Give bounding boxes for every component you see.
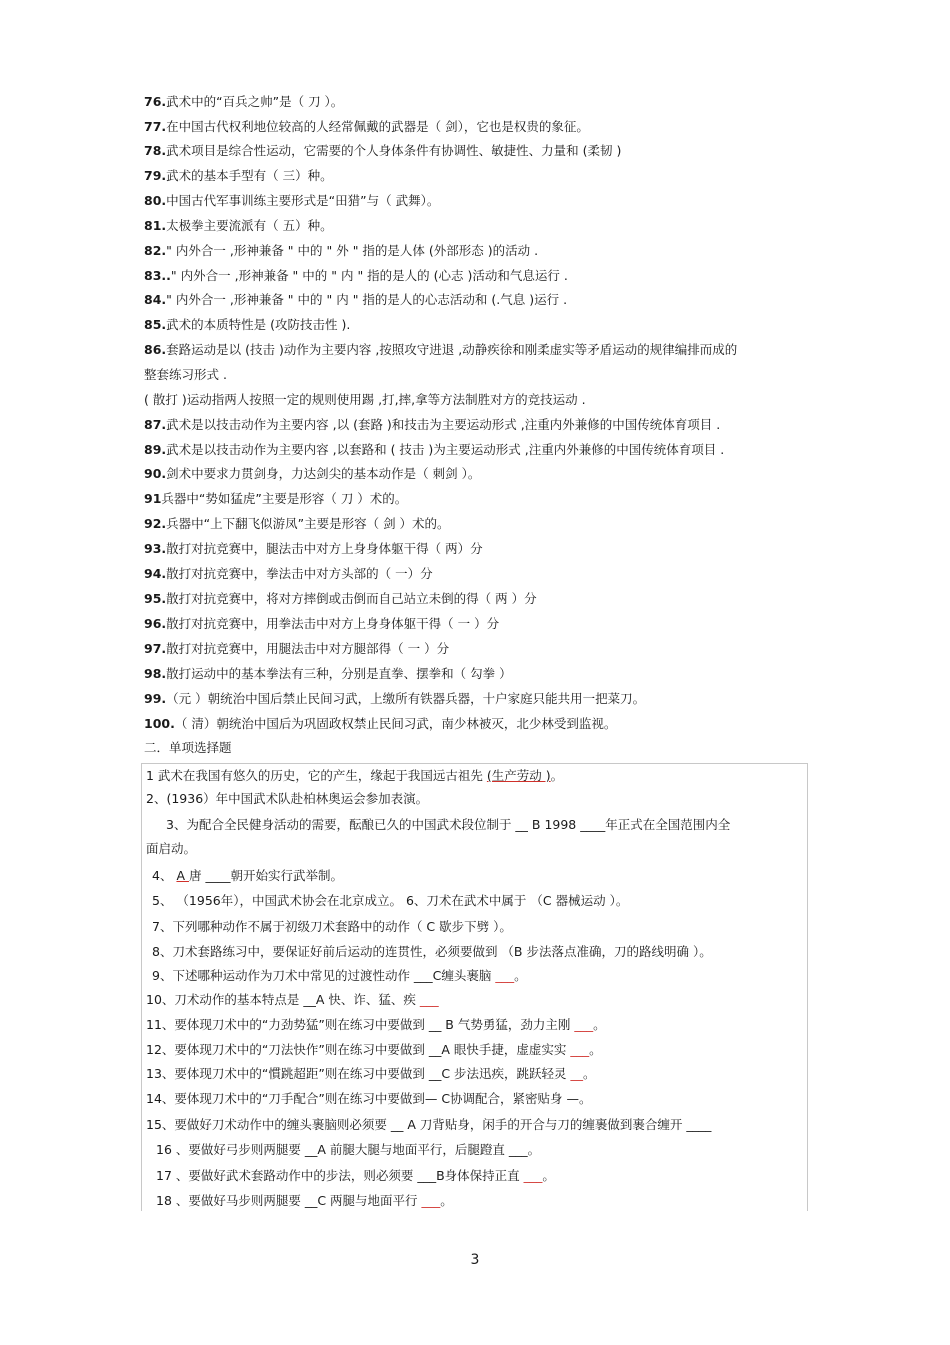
choice-q2: 2、(1936）年中国武术队赴柏林奥运会参加表演。 [146,791,429,806]
item-86: 86.套路运动是以 (技击 )动作为主要内容 ,按照攻守进退 ,动静疾徐和刚柔虚实等矛盾运动的规律编排而成的 [144,342,738,357]
section-title: 二．单项选择题 [144,740,232,755]
choice-q4: 4、 A 唐 ____朝开始实行武举制。 [152,868,343,883]
choice-q13: 13、要体现刀术中的“慣跳超距”则在练习中要做到 __C 步法迅疾，跳跃轻灵 __。 [146,1066,596,1081]
choice-q16: 16 、要做好弓步则两腿要 __A 前腿大腿与地面平行，后腿蹬直 ___。 [156,1142,541,1157]
choice-q8: 8、刀术套路练习中，要保证好前后运动的连贯性，必须要做到 （B 步法落点准确，刀的路线明确 ）。 [152,944,712,959]
item-92: 92.兵器中“上下翻飞似游凤”主要是形容（ 剑 ）术的。 [144,516,450,531]
item-100: 100.（ 清）朝统治中国后为巩固政权禁止民间习武，南少林被灭，北少林受到监视。 [144,716,617,731]
choice-q14: 14、要体现刀术中的“刀手配合”则在练习中要做到— C协调配合，紧密贴身 —。 [146,1091,592,1106]
choice-q15: 15、要做好刀术动作中的缠头裹脑则必须要 __ A 刀背贴身，闲手的开合与刀的缠裹做到裹合缠开 ____ [146,1117,712,1132]
item-90: 90.剑术中要求力贯剑身，力达剑尖的基本动作是（ 刺剑 ）。 [144,466,481,481]
item-81: 81.太极拳主要流派有（ 五）种。 [144,218,333,233]
item-82: 82." 内外合一 ,形神兼备 " 中的 " 外 " 指的是人体 (外部形态 )的活动 . [144,243,539,258]
item-83: 83.." 内外合一 ,形神兼备 " 中的 " 内 " 指的是人的 (心志 )活动和气息运行 . [144,268,568,283]
item-85: 85.武术的本质特性是 (攻防技击性 ). [144,317,351,332]
item-80: 80.中国古代军事训练主要形式是“田猎”与（ 武舞）。 [144,193,440,208]
item-98: 98.散打运动中的基本拳法有三种，分别是直拳、摆拳和（ 勾拳 ） [144,666,512,681]
item-87: 87.武术是以技击动作为主要内容 ,以 (套路 )和技击为主要运动形式 ,注重内外兼修的中国传统体育项目 . [144,417,721,432]
item-94: 94.散打对抗竞赛中，拳法击中对方头部的（ 一）分 [144,566,433,581]
item-78: 78.武术项目是综合性运动，它需要的个人身体条件有协调性、敏捷性、力量和 (柔韧 ) [144,143,622,158]
item-77: 77.在中国古代权利地位较高的人经常佩戴的武器是（ 剑），它也是权贵的象征。 [144,119,589,134]
item-89: 89.武术是以技击动作为主要内容 ,以套路和 ( 技击 )为主要运动形式 ,注重内外兼修的中国传统体育项目 . [144,442,725,457]
choice-q12: 12、要体现刀术中的“刀法快作”则在练习中要做到 __A 眼快手捷，虚虚实实 ___。 [146,1042,602,1057]
item-96: 96.散打对抗竞赛中，用拳法击中对方上身身体躯干得（ 一 ）分 [144,616,500,631]
choice-q10: 10、刀术动作的基本特点是 __A 快、诈、猛、疾 ___ [146,992,439,1007]
item-99: 99.（元 ）朝统治中国后禁止民间习武，上缴所有铁器兵器，十户家庭只能共用一把菜刀。 [144,691,646,706]
item-91: 91兵器中“势如猛虎”主要是形容（ 刀 ）术的。 [144,491,408,506]
choice-q17: 17 、要做好武术套路动作中的步法，则必须要 ___B身体保持正直 ___。 [156,1168,555,1183]
choice-q1: 1 武术在我国有悠久的历史，它的产生，缘起于我国远古祖先 (生产劳动 )。 [146,768,564,783]
choice-q18: 18 、要做好马步则两腿要 __C 两腿与地面平行 ___。 [156,1193,453,1208]
item-93: 93.散打对抗竞赛中，腿法击中对方上身身体躯干得（ 两）分 [144,541,483,556]
item-79: 79.武术的基本手型有（ 三）种。 [144,168,333,183]
item-84: 84." 内外合一 ,形神兼备 " 中的 " 内 " 指的是人的心志活动和 (.气息 )运行 . [144,292,568,307]
page-number: 3 [470,1252,480,1268]
choice-q11: 11、要体现刀术中的“力劲势猛”则在练习中要做到 __ B 气势勇猛，劲力主刚 ___。 [146,1017,606,1032]
item-95: 95.散打对抗竞赛中，将对方摔倒或击倒而自己站立未倒的得（ 两 ）分 [144,591,537,606]
choice-q7: 7、下列哪种动作不属于初级刀术套路中的动作（ C 歇步下劈 ）。 [152,919,512,934]
choice-question-box [141,763,808,1211]
item-97: 97.散打对抗竞赛中，用腿法击中对方腿部得（ 一 ）分 [144,641,450,656]
choice-q5-q6: 5、 （1956年），中国武术协会在北京成立。 6、刀术在武术中属于 （C 器械运动 ）。 [152,893,629,908]
item-86-cont: 整套练习形式 . [144,367,227,382]
item-76: 76.武术中的“百兵之帅”是（ 刀 ）。 [144,94,344,109]
choice-q9: 9、下述哪种运动作为刀术中常见的过渡性动作 ___C缠头裹脑 ___。 [152,968,527,983]
choice-q3-line1: 3、为配合全民健身活动的需要，酝酿已久的中国武术段位制于 __ B 1998 ____年正式在全国范围内全 [166,817,731,832]
choice-q3-line2: 面启动。 [146,841,197,856]
item-sanda: ( 散打 )运动指两人按照一定的规则使用踢 ,打,摔,拿等方法制胜对方的竞技运动 . [144,392,586,407]
